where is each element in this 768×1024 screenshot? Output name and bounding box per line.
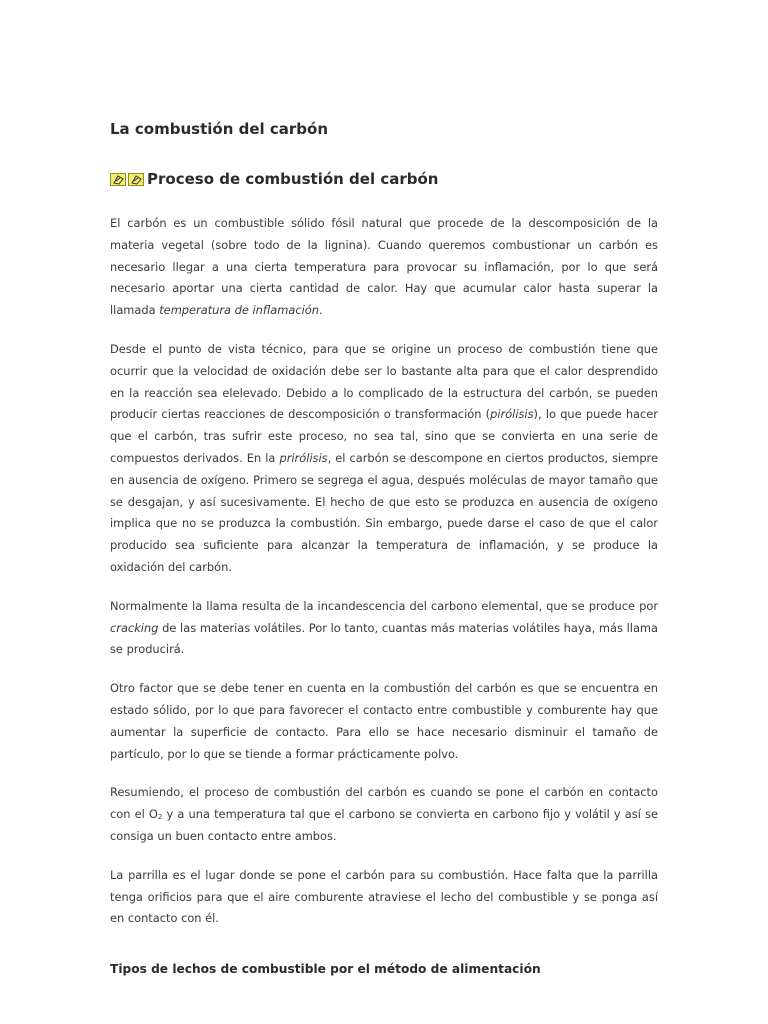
- body-paragraph: [110, 339, 658, 579]
- text-run: El carbón es un combustible sólido fósil natural que procede de la descomposición de la materia vegetal (sobre todo de la lignina). Cuando queremos combustionar un carbón es necesario llegar a una cierta temperatura para provocar su inflamación, por lo que será necesario aportar una cierta cantidad de calor. Hay que acumular calor hasta superar la llamada: [110, 216, 658, 318]
- text-run: Resumiendo, el proceso de combustión del carbón es cuando se pone el carbón en contacto con el O: [110, 785, 658, 822]
- body-paragraph: [110, 596, 658, 661]
- text-run: La parrilla es el lugar donde se pone el carbón para su combustión. Hace falta que la parrilla tenga orificios para que el aire comburente atraviese el lecho del combustible y se ponga así en contacto con él.: [110, 867, 658, 926]
- anchor-link-icon-glyph: [130, 174, 143, 185]
- section-heading-text: Proceso de combustión del carbón: [147, 170, 439, 188]
- italic-term: temperatura de inflamación: [159, 303, 319, 318]
- text-run: Desde el punto de vista técnico, para que se origine un proceso de combustión tiene que ocurrir que la velocidad de oxidación debe ser lo bastante alta para que el calor desprendido en la reacción sea elelevado. Debido a lo complicado de la estructura del carbón, se pueden producir ciertas reacciones de descomposición o transformación (: [110, 341, 658, 422]
- text-run: Otro factor que se debe tener en cuenta en la combustión del carbón es que se encuentra en estado sólido, por lo que para favorecer el contacto entre combustible y comburente hay que aumentar la superficie de contacto. Para ello se hace necesario disminuir el tamaño de partículo, por lo que se tiende a formar prácticamente polvo.: [110, 681, 658, 761]
- article-content: [110, 213, 658, 930]
- page-title: La combustión del carbón: [110, 120, 328, 138]
- body-paragraph: [110, 782, 658, 847]
- anchor-link-icon[interactable]: [110, 173, 126, 186]
- subscript: 2: [157, 813, 163, 822]
- text-run: ), lo que puede hacer que el carbón, tras sufrir este proceso, no sea tal, sino que se convierta en una serie de compuestos derivados. En la: [110, 407, 658, 465]
- text-run: .: [318, 303, 323, 318]
- italic-term: prirólisis: [279, 450, 328, 465]
- anchor-link-icon[interactable]: [128, 173, 144, 186]
- text-run: y a una temperatura tal que el carbono se convierta en carbono fijo y volátil y así se consiga un buen contacto entre ambos.: [110, 807, 658, 843]
- italic-term: cracking: [110, 620, 159, 635]
- body-paragraph: [110, 678, 658, 765]
- anchor-link-icon-glyph: [112, 174, 125, 185]
- subheading: Tipos de lechos de combustible por el método de alimentación: [110, 962, 541, 976]
- text-run: Normalmente la llama resulta de la incandescencia del carbono elemental, que se produce por: [110, 598, 658, 613]
- section-heading: [110, 170, 438, 188]
- body-paragraph: [110, 865, 658, 930]
- anchor-icon-group[interactable]: [110, 173, 146, 186]
- text-run: , el carbón se descompone en ciertos productos, siempre en ausencia de oxígeno. Primero se segrega el agua, después moléculas de mayor tamaño que se desgajan, y así sucesivamente. El hecho de que esto se produzca en ausencia de oxígeno implica que no se produzca la combustión. Sin embargo, puede darse el caso de que el calor producido sea suficiente para alcanzar la temperatura de inflamación, y se produce la oxidación del carbón.: [110, 450, 658, 574]
- italic-term: pirólisis: [490, 407, 534, 422]
- body-paragraph: [110, 213, 658, 322]
- text-run: de las materias volátiles. Por lo tanto, cuantas más materias volátiles haya, más llama se producirá.: [110, 620, 658, 657]
